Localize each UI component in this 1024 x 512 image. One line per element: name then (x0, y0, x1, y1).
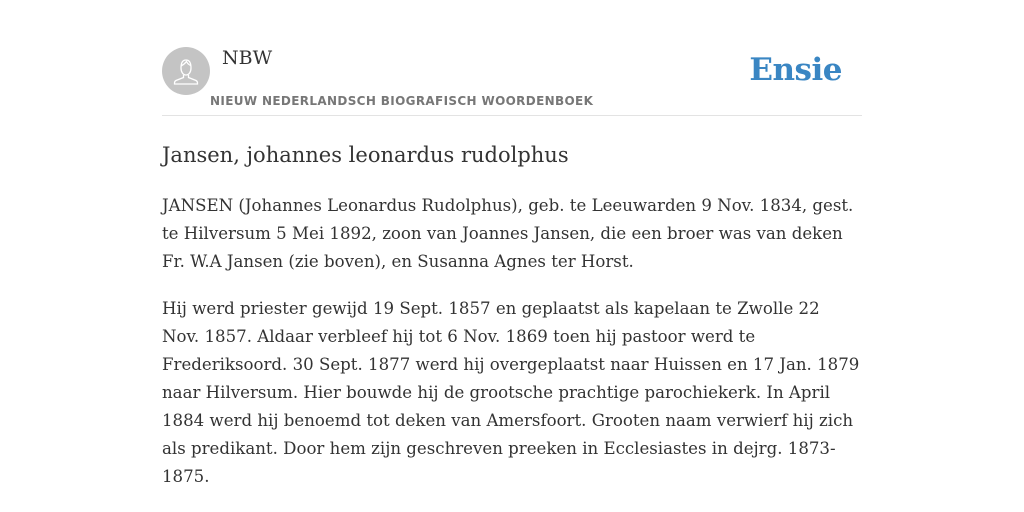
article-title: Jansen, johannes leonardus rudolphus (162, 143, 569, 167)
article-paragraph: Hij werd priester gewijd 19 Sept. 1857 en geplaatst als kapelaan te Zwolle 22 Nov. 1857. Aldaar verbleef hij tot 6 Nov. 1869 toen hij pastoor werd te Frederiksoord. 30 Sept. 1877 werd hij overgeplaatst naar Huissen en 17 Jan. 1879 naar Hilversum. Hier bouwde hij de grootsche prachtige parochiekerk. In April 1884 werd hij benoemd tot deken van Amersfoort. Grooten naam verwierf hij zich als predikant. Door hem zijn geschreven preeken in Ecclesiastes in dejrg. 1873-1875. (162, 299, 860, 486)
source-full-name[interactable]: NIEUW NEDERLANDSCH BIOGRAFISCH WOORDENBOEK (210, 94, 594, 108)
user-avatar-icon (162, 47, 210, 95)
article-body (162, 192, 862, 510)
article-paragraph: JANSEN (Johannes Leonardus Rudolphus), geb. te Leeuwarden 9 Nov. 1834, gest. te Hilversum 5 Mei 1892, zoon van Joannes Jansen, die een broer was van deken Fr. W.A Jansen (zie boven), en Susanna Agnes ter Horst. (162, 196, 854, 271)
article-container (162, 0, 862, 486)
brand-logo[interactable]: Ensie (749, 52, 842, 88)
source-header (162, 0, 862, 116)
source-avatar[interactable] (162, 47, 210, 95)
source-name[interactable]: NBW (222, 47, 273, 69)
